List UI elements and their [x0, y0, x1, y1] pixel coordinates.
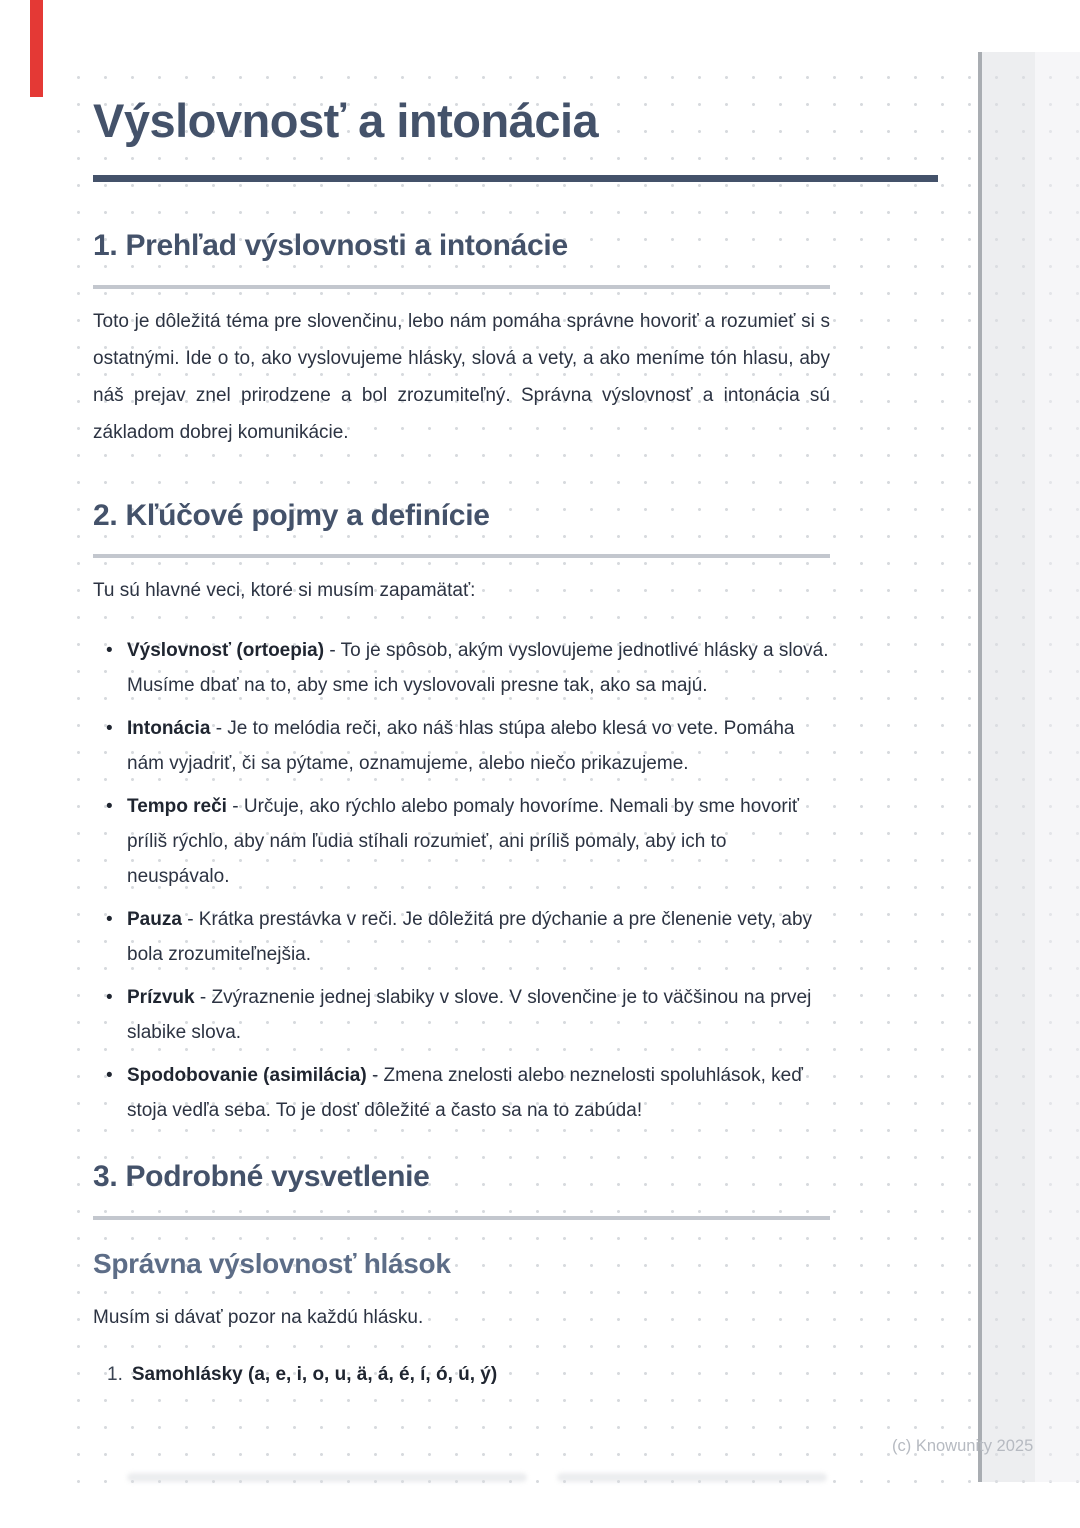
list-item	[93, 789, 830, 894]
section-2-divider	[93, 554, 830, 558]
bullet-icon: •	[106, 640, 113, 662]
term-definition: - Je to melódia reči, ako náš hlas stúpa alebo klesá vo vete. Pomáha nám vyjadriť, či sa pýtame, oznamujeme, alebo niečo prikazujeme.	[127, 718, 795, 775]
list-item	[93, 980, 830, 1050]
subsection-heading: Správna výslovnosť hlások	[93, 1247, 451, 1279]
bullet-icon: •	[106, 796, 113, 818]
term-label: Spodobovanie (asimilácia)	[127, 1065, 367, 1087]
note-paper	[57, 52, 1080, 1490]
item-number: 1.	[107, 1363, 123, 1385]
document-content	[93, 52, 830, 1391]
page-edge-strip-outer	[1035, 52, 1080, 1482]
term-definition: - Krátka prestávka v reči. Je dôležitá pre dýchanie a pre členenie vety, aby bola zrozumiteľnejšia.	[127, 909, 813, 966]
section-2-heading: 2. Kľúčové pojmy a definície	[93, 498, 490, 532]
term-label: Tempo reči	[127, 796, 227, 818]
term-label: Pauza	[127, 909, 182, 931]
section-2-intro: Tu sú hlavné veci, ktoré si musím zapamätať:	[93, 580, 476, 602]
page-edge-strip	[982, 52, 1035, 1482]
term-definition: - Zvýraznenie jednej slabiky v slove. V slovenčine je to väčšinou na prvej slabike slova.	[127, 987, 812, 1044]
list-item	[93, 1058, 830, 1128]
section-1-divider	[93, 285, 830, 289]
term-label: Prízvuk	[127, 987, 195, 1009]
item-text: Samohlásky (a, e, i, o, u, ä, á, é, í, ó, ú, ý)	[131, 1363, 498, 1385]
list-item	[93, 633, 830, 703]
bullet-icon: •	[106, 718, 113, 740]
list-item	[93, 902, 830, 972]
term-label: Výslovnosť (ortoepia)	[127, 640, 325, 662]
bullet-icon: •	[106, 987, 113, 1009]
section-3-heading: 3. Podrobné vysvetlenie	[93, 1160, 430, 1194]
title-divider	[93, 175, 938, 182]
section-1-paragraph: Toto je dôležitá téma pre slovenčinu, lebo nám pomáha správne hovoriť a rozumieť si s ostatnými. Ide o to, ako vyslovujeme hlásky, slová a vety, a ako meníme tón hlasu, aby náš prejav znel prirodzene a bol zrozumiteľný. Správna výslovnosť a intonácia sú základom dobrej komunikácie.	[93, 310, 830, 443]
term-label: Intonácia	[127, 718, 211, 740]
page-title: Výslovnosť a intonácia	[93, 94, 599, 147]
list-item	[93, 711, 830, 781]
term-definition: - Zmena znelosti alebo neznelosti spoluhlások, keď stoja vedľa seba. To je dosť dôležité a často sa na to zabúda!	[127, 1065, 803, 1122]
bullet-icon: •	[106, 1065, 113, 1087]
key-terms-list	[93, 633, 830, 1128]
section-1-heading: 1. Prehľad výslovnosti a intonácie	[93, 229, 568, 263]
brand-ribbon	[30, 0, 43, 97]
term-definition: - Určuje, ako rýchlo alebo pomaly hovoríme. Nemali by sme hovoriť príliš rýchlo, aby nám ľudia stíhali rozumieť, ani príliš pomaly, aby ich to neuspávalo.	[127, 796, 800, 888]
copyright-watermark: (c) Knowunity 2025	[892, 1437, 1034, 1455]
term-definition: - To je spôsob, akým vyslovujeme jednotlivé hlásky a slová. Musíme dbať na to, aby sme ich vyslovovali presne tak, ako sa majú.	[127, 640, 829, 697]
section-3-divider	[93, 1216, 830, 1220]
numbered-item	[93, 1358, 830, 1391]
subsection-note: Musím si dávať pozor na každú hlásku.	[93, 1306, 424, 1328]
bullet-icon: •	[106, 909, 113, 931]
